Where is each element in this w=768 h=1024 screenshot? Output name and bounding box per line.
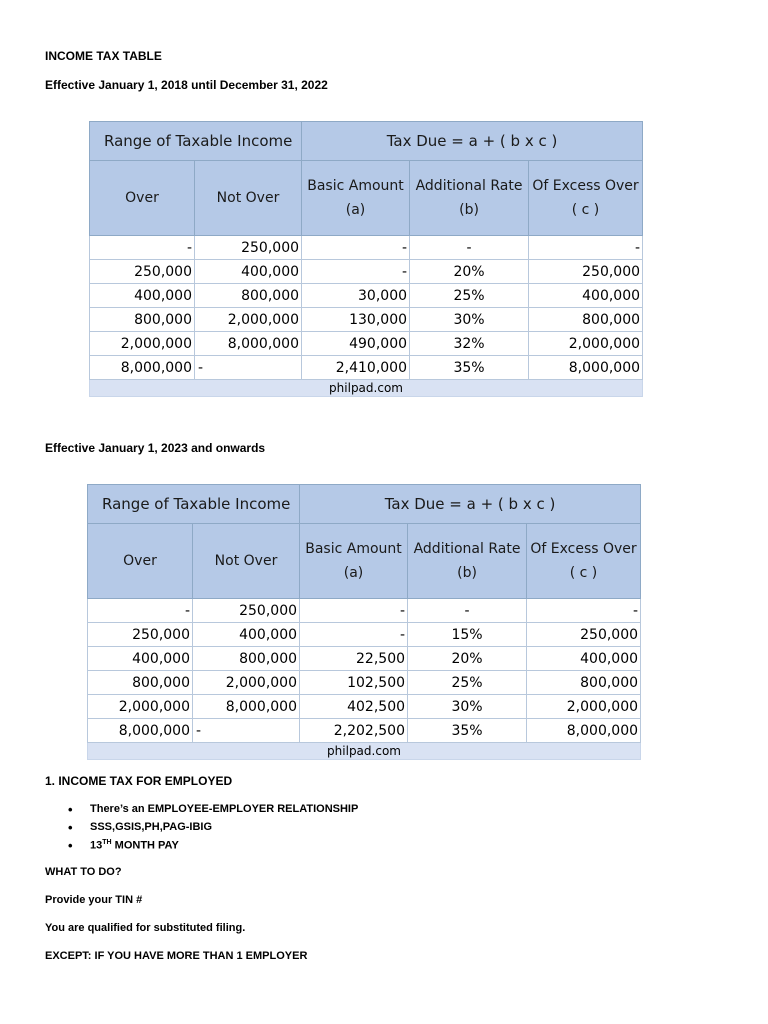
basic-amount-header [300, 524, 408, 599]
excess-over-label: Of Excess Over [530, 541, 637, 557]
basic-amount-sub: (a) [345, 202, 366, 218]
table-subheader-row [90, 161, 643, 236]
rate-cell: 30% [410, 308, 529, 332]
excess-cell: - [527, 599, 641, 623]
table1-caption: Effective January 1, 2018 until December 31, 2022 [45, 78, 328, 92]
basic-amount-sub: (a) [343, 565, 364, 581]
excess-over-sub: ( c ) [571, 202, 600, 218]
bullet3-sup: TH [102, 839, 112, 846]
bullet3-prefix: 13 [90, 839, 103, 852]
excess-over-label: Of Excess Over [532, 178, 639, 194]
over-cell: 8,000,000 [90, 356, 195, 380]
rate-cell: 15% [408, 623, 527, 647]
basic-cell: - [302, 236, 410, 260]
not-over-cell: 2,000,000 [195, 308, 302, 332]
basic-cell: - [300, 623, 408, 647]
formula-header: Tax Due = a + ( b x c ) [302, 122, 643, 161]
bullet-item [66, 839, 358, 857]
table-row [88, 647, 641, 671]
table-row [88, 671, 641, 695]
rate-cell: 25% [408, 671, 527, 695]
excess-cell: 8,000,000 [527, 719, 641, 743]
table-header-row [88, 485, 641, 524]
formula-header: Tax Due = a + ( b x c ) [300, 485, 641, 524]
table-row [88, 599, 641, 623]
basic-cell: - [302, 260, 410, 284]
provide-tin: Provide your TIN # [45, 894, 143, 906]
excess-cell: 250,000 [529, 260, 643, 284]
not-over-cell: 8,000,000 [195, 332, 302, 356]
table-row [90, 260, 643, 284]
table-row [88, 719, 641, 743]
table-row [90, 356, 643, 380]
basic-amount-label: Basic Amount [305, 541, 402, 557]
rate-cell: 20% [410, 260, 529, 284]
additional-rate-label: Additional Rate [413, 541, 521, 557]
basic-cell: 2,202,500 [300, 719, 408, 743]
not-over-cell: 800,000 [193, 647, 300, 671]
basic-cell: 2,410,000 [302, 356, 410, 380]
not-over-cell: 400,000 [193, 623, 300, 647]
rate-cell: - [410, 236, 529, 260]
basic-cell: 490,000 [302, 332, 410, 356]
bullet-item: • There’s an EMPLOYEE-EMPLOYER RELATIONSHIP [66, 803, 358, 821]
over-cell: 2,000,000 [90, 332, 195, 356]
not-over-header: Not Over [195, 161, 302, 236]
excess-cell: 800,000 [529, 308, 643, 332]
table-footer-row [90, 380, 643, 397]
except-text: EXCEPT: IF YOU HAVE MORE THAN 1 EMPLOYER [45, 950, 308, 962]
rate-cell: 25% [410, 284, 529, 308]
over-cell: 400,000 [90, 284, 195, 308]
over-cell: 800,000 [88, 671, 193, 695]
not-over-cell: 250,000 [193, 599, 300, 623]
range-header: Range of Taxable Income [90, 122, 302, 161]
over-cell: 800,000 [90, 308, 195, 332]
bullet-item: • SSS,GSIS,PH,PAG-IBIG [66, 821, 358, 839]
rate-cell: 20% [408, 647, 527, 671]
rate-cell: 30% [408, 695, 527, 719]
additional-rate-header [410, 161, 529, 236]
table-row [90, 236, 643, 260]
table-subheader-row [88, 524, 641, 599]
not-over-cell: 250,000 [195, 236, 302, 260]
table-row [90, 284, 643, 308]
rate-cell: 32% [410, 332, 529, 356]
basic-cell: 130,000 [302, 308, 410, 332]
basic-cell: - [300, 599, 408, 623]
basic-amount-label: Basic Amount [307, 178, 404, 194]
tax-table-2023 [87, 484, 641, 760]
additional-rate-sub: (b) [457, 565, 477, 581]
rate-cell: - [408, 599, 527, 623]
table-header-row [90, 122, 643, 161]
over-header: Over [88, 524, 193, 599]
basic-cell: 30,000 [302, 284, 410, 308]
table-footer-row [88, 743, 641, 760]
additional-rate-label: Additional Rate [415, 178, 523, 194]
over-cell: 250,000 [90, 260, 195, 284]
bullet-list [66, 803, 358, 857]
over-cell: 2,000,000 [88, 695, 193, 719]
excess-cell: 8,000,000 [529, 356, 643, 380]
rate-cell: 35% [410, 356, 529, 380]
table2-caption: Effective January 1, 2023 and onwards [45, 441, 266, 455]
not-over-cell: - [193, 719, 300, 743]
additional-rate-sub: (b) [459, 202, 479, 218]
range-header: Range of Taxable Income [88, 485, 300, 524]
section1-heading: 1. INCOME TAX FOR EMPLOYED [45, 774, 233, 788]
excess-cell: 800,000 [527, 671, 641, 695]
qualified-text: You are qualified for substituted filing. [45, 922, 246, 934]
basic-cell: 22,500 [300, 647, 408, 671]
basic-cell: 102,500 [300, 671, 408, 695]
excess-cell: - [529, 236, 643, 260]
bullet3-suffix: MONTH PAY [111, 839, 179, 852]
table-row [90, 308, 643, 332]
what-to-do: WHAT TO DO? [45, 866, 122, 878]
over-cell: 250,000 [88, 623, 193, 647]
excess-cell: 400,000 [529, 284, 643, 308]
basic-cell: 402,500 [300, 695, 408, 719]
not-over-cell: 2,000,000 [193, 671, 300, 695]
not-over-cell: 8,000,000 [193, 695, 300, 719]
document-title: INCOME TAX TABLE [45, 49, 162, 63]
table-row [90, 332, 643, 356]
excess-over-header [527, 524, 641, 599]
excess-over-sub: ( c ) [569, 565, 598, 581]
excess-cell: 2,000,000 [527, 695, 641, 719]
over-header: Over [90, 161, 195, 236]
over-cell: - [88, 599, 193, 623]
excess-cell: 2,000,000 [529, 332, 643, 356]
table-row [88, 695, 641, 719]
not-over-cell: 800,000 [195, 284, 302, 308]
excess-over-header [529, 161, 643, 236]
rate-cell: 35% [408, 719, 527, 743]
basic-amount-header [302, 161, 410, 236]
excess-cell: 250,000 [527, 623, 641, 647]
over-cell: - [90, 236, 195, 260]
excess-cell: 400,000 [527, 647, 641, 671]
source-footer: philpad.com [90, 380, 643, 397]
over-cell: 8,000,000 [88, 719, 193, 743]
additional-rate-header [408, 524, 527, 599]
not-over-header: Not Over [193, 524, 300, 599]
table-row [88, 623, 641, 647]
tax-table-2018 [89, 121, 643, 397]
source-footer: philpad.com [88, 743, 641, 760]
not-over-cell: - [195, 356, 302, 380]
not-over-cell: 400,000 [195, 260, 302, 284]
over-cell: 400,000 [88, 647, 193, 671]
